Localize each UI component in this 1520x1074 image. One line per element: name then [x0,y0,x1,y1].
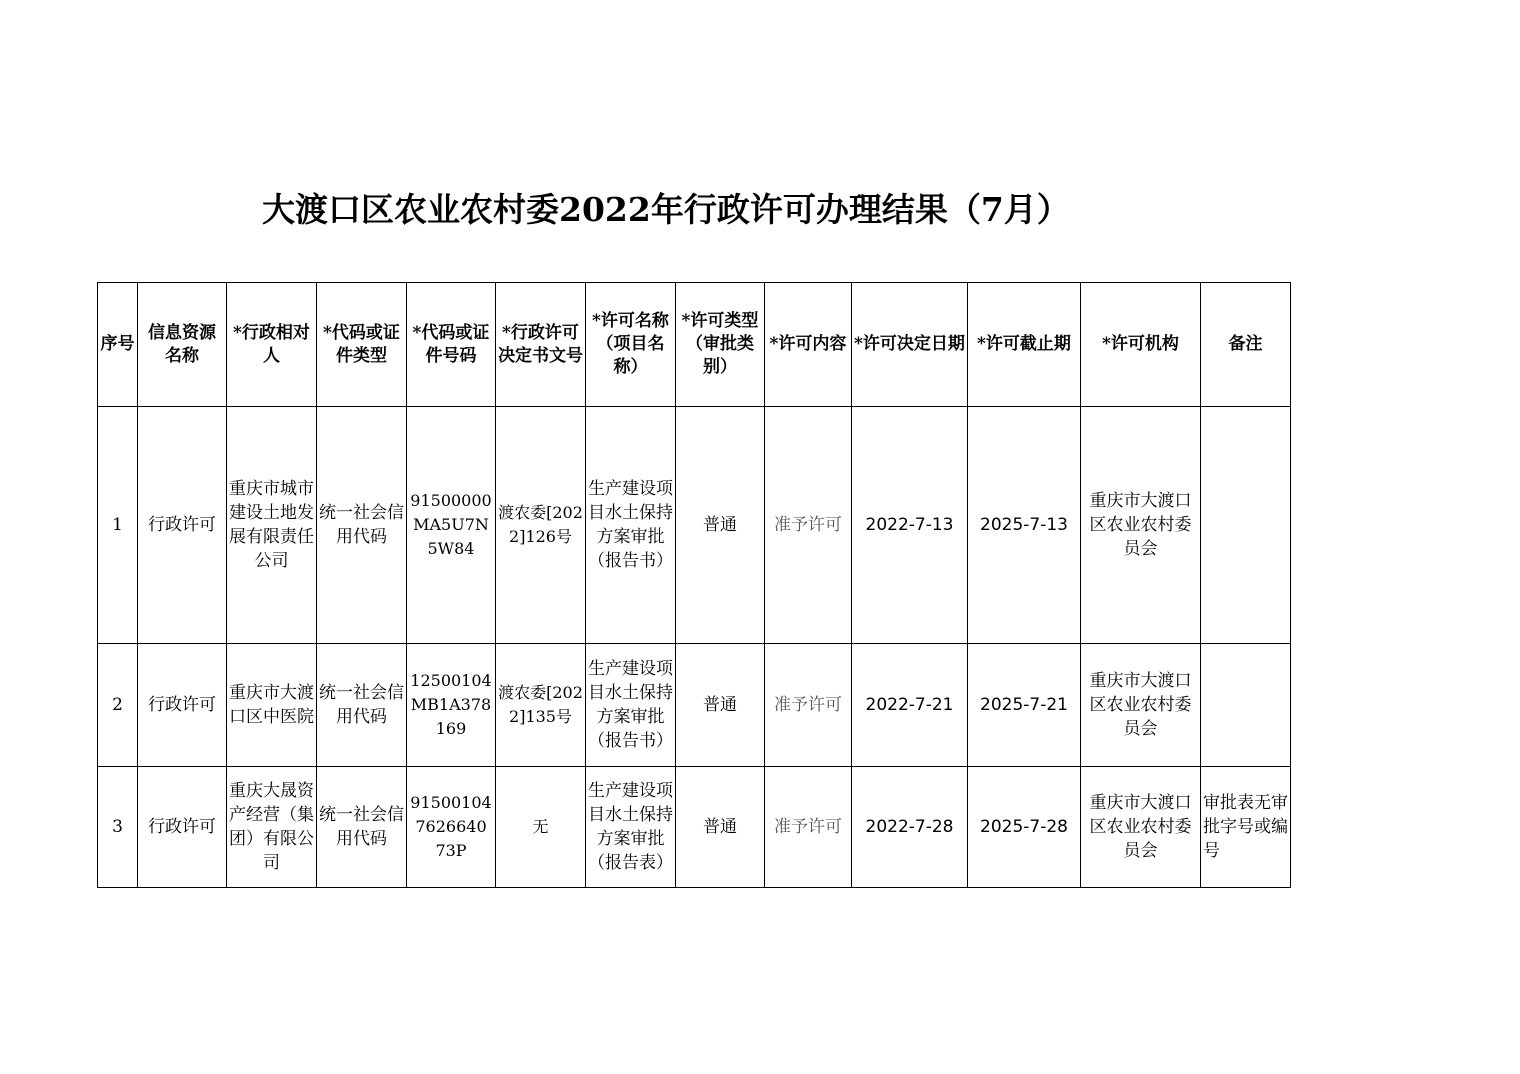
header-cell-code-type: *代码或证件类型 [317,283,407,407]
cell-agency: 重庆市大渡口区农业农村委员会 [1081,407,1201,644]
page-title: 大渡口区农业农村委2022年行政许可办理结果（7月） [262,190,1070,229]
cell-permit-type: 普通 [676,767,765,888]
cell-code-type: 统一社会信用代码 [317,407,407,644]
cell-resource: 行政许可 [138,767,227,888]
cell-decision-date: 2022-7-28 [852,767,968,888]
cell-doc-no: 渡农委[2022]135号 [496,644,586,767]
header-cell-permit-type: *许可类型（审批类别） [676,283,765,407]
cell-code: 915001047626640 73P [407,767,496,888]
cell-resource: 行政许可 [138,644,227,767]
header-cell-party: *行政相对人 [227,283,317,407]
header-cell-decision-date: *许可决定日期 [852,283,968,407]
cell-content: 准予许可 [765,407,852,644]
header-cell-no: 序号 [98,283,138,407]
header-cell-agency: *许可机构 [1081,283,1201,407]
cell-remark [1201,644,1291,767]
cell-content: 准予许可 [765,644,852,767]
cell-permit-name: 生产建设项目水土保持方案审批（报告书） [586,407,676,644]
cell-deadline: 2025-7-21 [968,644,1081,767]
header-cell-doc-no: *行政许可决定书文号 [496,283,586,407]
cell-decision-date: 2022-7-13 [852,407,968,644]
cell-no: 3 [98,767,138,888]
cell-party: 重庆市大渡口区中医院 [227,644,317,767]
cell-doc-no: 无 [496,767,586,888]
permit-results-table [97,282,1291,888]
header-cell-content: *许可内容 [765,283,852,407]
cell-permit-type: 普通 [676,644,765,767]
cell-no: 1 [98,407,138,644]
cell-decision-date: 2022-7-21 [852,644,968,767]
cell-agency: 重庆市大渡口区农业农村委员会 [1081,644,1201,767]
cell-code: 12500104MB1A378169 [407,644,496,767]
cell-doc-no: 渡农委[2022]126号 [496,407,586,644]
header-cell-deadline: *许可截止期 [968,283,1081,407]
cell-party: 重庆大晟资产经营（集团）有限公司 [227,767,317,888]
cell-remark [1201,407,1291,644]
cell-permit-type: 普通 [676,407,765,644]
header-cell-resource: 信息资源名称 [138,283,227,407]
table-header-row [98,283,1291,407]
cell-permit-name: 生产建设项目水土保持方案审批（报告书） [586,644,676,767]
table-row [98,644,1291,767]
cell-code: 91500000MA5U7N5W84 [407,407,496,644]
cell-remark: 审批表无审批字号或编号 [1201,767,1291,888]
header-cell-permit-name: *许可名称（项目名称） [586,283,676,407]
cell-resource: 行政许可 [138,407,227,644]
cell-code-type: 统一社会信用代码 [317,644,407,767]
cell-deadline: 2025-7-28 [968,767,1081,888]
table-row [98,767,1291,888]
header-cell-remark: 备注 [1201,283,1291,407]
cell-code-type: 统一社会信用代码 [317,767,407,888]
header-cell-code: *代码或证件号码 [407,283,496,407]
cell-party: 重庆市城市建设土地发展有限责任公司 [227,407,317,644]
cell-deadline: 2025-7-13 [968,407,1081,644]
cell-agency: 重庆市大渡口区农业农村委员会 [1081,767,1201,888]
cell-content: 准予许可 [765,767,852,888]
cell-permit-name: 生产建设项目水土保持方案审批（报告表） [586,767,676,888]
cell-no: 2 [98,644,138,767]
table-row [98,407,1291,644]
